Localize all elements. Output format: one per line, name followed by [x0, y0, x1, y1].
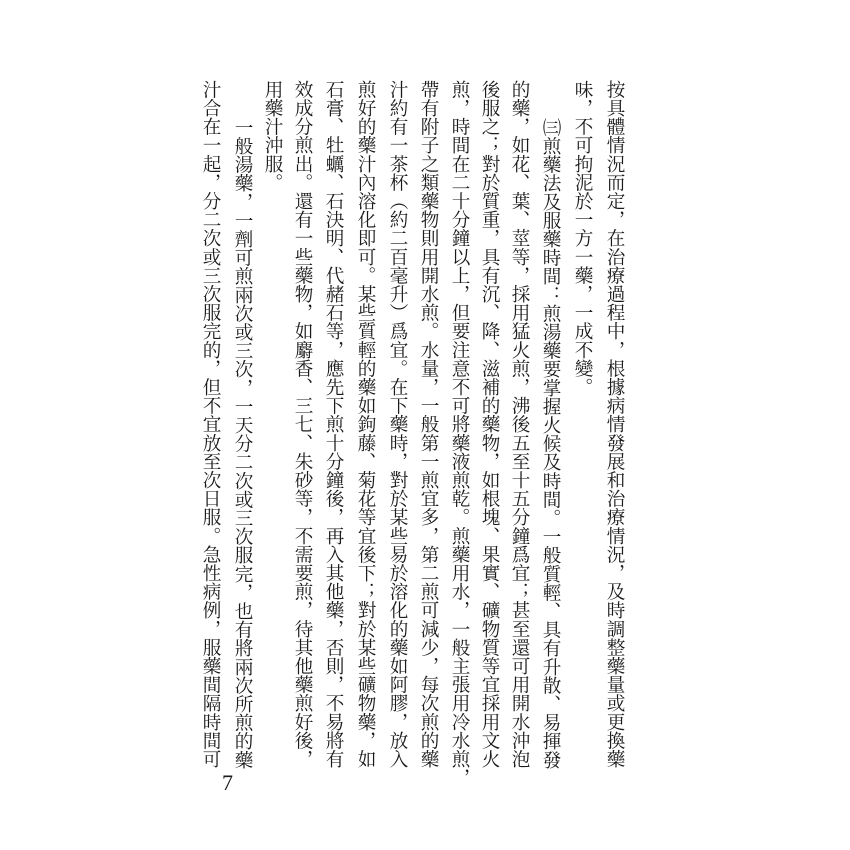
- section-heading-column: ㈢煎藥法及服藥時間：煎湯藥要掌握火候及時間。一般質輕、具有升散、易揮發: [540, 118, 561, 769]
- text-column: 煎好的藥汁內溶化即可。某些質輕的藥如鉤藤、菊花等宜後下；對於某些礦物藥，如: [355, 80, 376, 769]
- text-column: 煎，時間在二十分鐘以上，但要注意不可將藥液煎乾。煎藥用水，一般主張用冷水煎，: [449, 80, 470, 787]
- text-column: 效成分煎出。還有一些藥物，如麝香、三七、朱砂等，不需要煎，待其他藥煎好後，: [292, 80, 313, 769]
- text-column: 按具體情況而定，在治療過程中，根據病情發展和治療情況，及時調整藥量或更換藥: [604, 80, 625, 769]
- text-column: 石膏、牡蠣、石決明、代赭石等，應先下煎十分鐘後，再入其他藥，否則，不易將有: [323, 80, 344, 769]
- text-column: 帶有附子之類藥物則用開水煎。水量，一般第一煎宜多，第二煎可減少，每次煎的藥: [418, 80, 439, 769]
- text-column: 味，不可拘泥於一方一藥，一成不變。: [572, 80, 593, 397]
- text-column: 後服之；對於質重，具有沉、降、滋補的藥物，如根塊、果實、礦物質等宜採用文火: [479, 80, 500, 769]
- text-column: 汁合在一起，分二次或三次服完的，但不宜放至次日服。急性病例，服藥間隔時間可: [200, 80, 221, 769]
- page-number: 7: [222, 770, 233, 795]
- text-column: 汁約有一茶杯（約二百毫升）爲宜。在下藥時，對於某些易於溶化的藥如阿膠，放入: [387, 80, 408, 769]
- text-column: 的藥，如花、葉、莖等，採用猛火煎，沸後五至十五分鐘爲宜；甚至還可用開水沖泡: [509, 80, 530, 769]
- paragraph-start-column: 一般湯藥，一劑可煎兩次或三次，一天分二次或三次服完，也有將兩次所煎的藥: [232, 118, 253, 769]
- text-column: 用藥汁沖服。: [262, 80, 283, 192]
